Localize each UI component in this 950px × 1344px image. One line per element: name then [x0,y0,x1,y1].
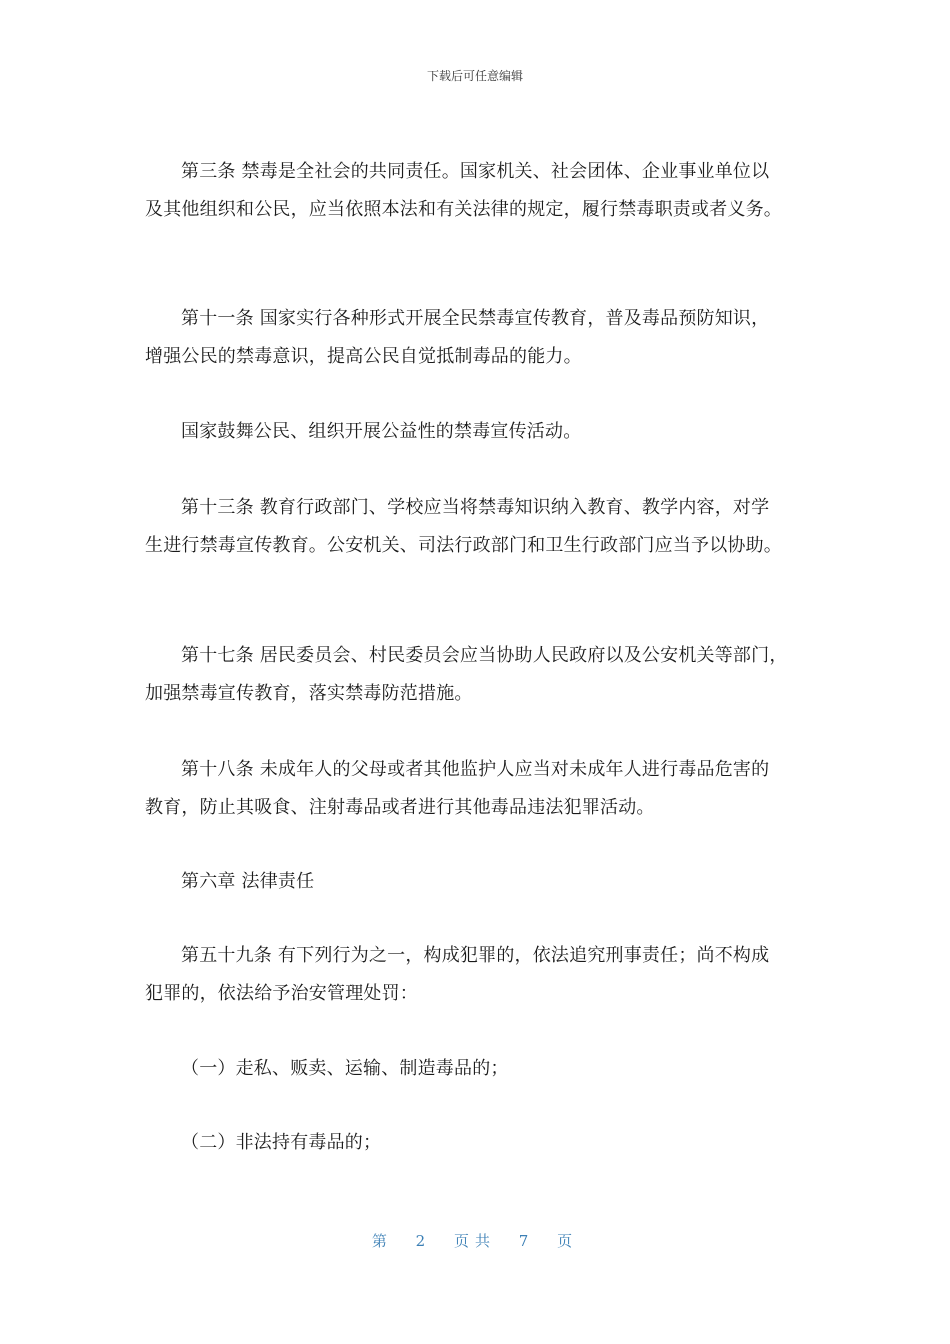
paragraph-line: 及其他组织和公民，应当依照本法和有关法律的规定，履行禁毒职责或者义务。 [145,199,782,220]
paragraph-line: 第十一条 国家实行各种形式开展全民禁毒宣传教育，普及毒品预防知识， [181,308,770,329]
paragraph-line: 第十七条 居民委员会、村民委员会应当协助人民政府以及公安机关等部门， [181,645,788,666]
paragraph-article-11 [145,300,825,376]
page-header: 下载后可任意编辑 [426,69,523,83]
paragraph-article-17 [145,637,825,713]
paragraph-line: 第十八条 未成年人的父母或者其他监护人应当对未成年人进行毒品危害的 [181,759,770,780]
paragraph-line: （一）走私、贩卖、运输、制造毒品的； [181,1058,509,1079]
paragraph-line: 第三条 禁毒是全社会的共同责任。国家机关、社会团体、企业事业单位以 [181,161,770,182]
paragraph-line: 教育，防止其吸食、注射毒品或者进行其他毒品违法犯罪活动。 [145,797,655,818]
paragraph-line: 犯罪的，依法给予治安管理处罚： [145,983,418,1004]
chapter-heading [145,863,825,901]
paragraph-article-18 [145,751,825,827]
list-item-2 [145,1124,825,1162]
paragraph-line: 第五十九条 有下列行为之一，构成犯罪的，依法追究刑事责任；尚不构成 [181,945,770,966]
paragraph-line: 生进行禁毒宣传教育。公安机关、司法行政部门和卫生行政部门应当予以协助。 [145,535,782,556]
paragraph-line: 加强禁毒宣传教育，落实禁毒防范措施。 [145,683,473,704]
paragraph-encouragement [145,413,825,451]
paragraph-article-13 [145,489,825,565]
paragraph-article-59 [145,937,825,1013]
page-footer: 第 2 页共 7 页 [371,1232,579,1250]
paragraph-line: 增强公民的禁毒意识，提高公民自觉抵制毒品的能力。 [145,346,582,367]
paragraph-article-3 [145,153,825,229]
paragraph-line: 第六章 法律责任 [181,871,315,892]
list-item-1 [145,1050,825,1088]
paragraph-line: 国家鼓舞公民、组织开展公益性的禁毒宣传活动。 [181,421,582,442]
paragraph-line: 第十三条 教育行政部门、学校应当将禁毒知识纳入教育、教学内容，对学 [181,497,770,518]
paragraph-line: （二）非法持有毒品的； [181,1132,382,1153]
